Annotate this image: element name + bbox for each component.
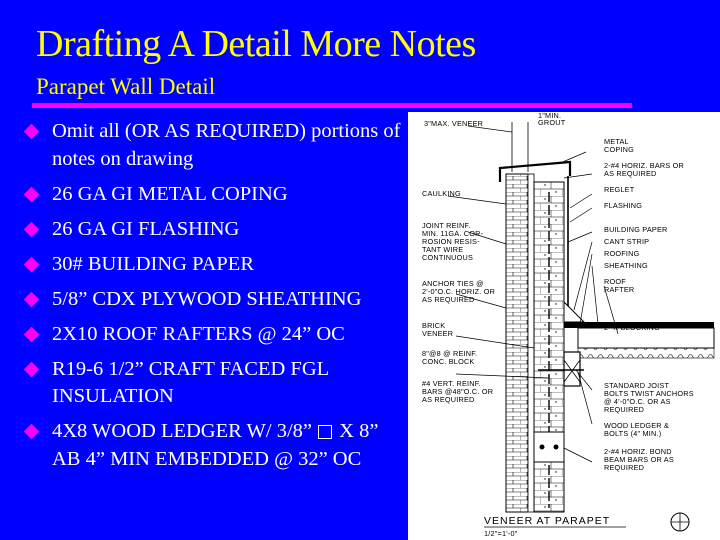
bullet-item (24, 251, 404, 279)
label-rafter: RAFTER (604, 285, 635, 294)
label-bond-3: REQUIRED (604, 463, 645, 472)
drawing-caption: VENEER AT PARAPET (484, 515, 611, 527)
bullet-text: 30# BUILDING PAPER (52, 252, 254, 275)
label-veneer: VENEER (422, 329, 454, 338)
bullet-item (24, 118, 404, 173)
bullet-item (24, 286, 404, 314)
bullet-text: 26 GA GI METAL COPING (52, 182, 288, 205)
label-vert-2: BARS @48"O.C. OR (422, 387, 494, 396)
diamond-bullet-icon (24, 291, 40, 307)
label-joint-5: CONTINUOUS (422, 253, 474, 262)
label-metal-coping: METAL (604, 137, 629, 146)
label-bars-2: AS REQUIRED (604, 169, 657, 178)
label-anchor-1: ANCHOR TIES @ (422, 279, 484, 288)
label-ledger-1: WOOD LEDGER & (604, 421, 670, 430)
label-roofing: ROOFING (604, 249, 640, 258)
bullet-item (24, 181, 404, 209)
label-joint-3: ROSION RESIS- (422, 237, 480, 246)
label-bond-2: BEAM BARS OR AS (604, 455, 674, 464)
label-blocking: 2" X BLOCKING (604, 323, 660, 332)
title-divider (32, 103, 632, 108)
label-min: 1"MIN. (538, 112, 562, 120)
bullet-item (24, 356, 404, 411)
section-marker-icon (671, 513, 689, 531)
bullet-text: 26 GA GI FLASHING (52, 217, 240, 240)
label-building-paper: BUILDING PAPER (604, 225, 668, 234)
label-sheathing: SHEATHING (604, 261, 648, 270)
diamond-bullet-icon (24, 326, 40, 342)
diamond-bullet-icon (24, 186, 40, 202)
label-vert-3: AS REQUIRED (422, 395, 475, 404)
label-standard-2: BOLTS TWIST ANCHORS (604, 389, 694, 398)
brick-veneer-hatch (506, 174, 528, 512)
label-joint-4: TANT WIRE (422, 245, 464, 254)
label-metal-coping-2: COPING (604, 145, 634, 154)
bond-beam (534, 432, 564, 462)
bullet-text: 2X10 ROOF RAFTERS @ 24” OC (52, 322, 345, 345)
diamond-bullet-icon (24, 424, 40, 440)
bullet-text: Omit all (OR AS REQUIRED) portions of notes on drawing (52, 120, 401, 170)
wood-ledger (564, 352, 580, 386)
parapet-detail-svg (408, 112, 720, 540)
drawing-scale: 1/2"=1'-0" (484, 529, 518, 538)
label-grout: GROUT (538, 118, 566, 127)
diamond-bullet-icon (24, 361, 40, 377)
label-ledger-2: BOLTS (4" MIN.) (604, 429, 662, 438)
grout-space (528, 174, 534, 512)
slide-title: Drafting A Detail More Notes (36, 23, 476, 65)
bullet-item (24, 418, 404, 473)
label-reglet: REGLET (604, 185, 635, 194)
label-standard-3: @ 4'-0"O.C. OR AS (604, 397, 671, 406)
label-brick: BRICK (422, 321, 446, 330)
bullet-text-continued: X 8” AB 4” MIN EMBEDDED @ 32” OC (52, 420, 379, 470)
label-standard-4: REQUIRED (604, 405, 645, 414)
label-roof: ROOF (604, 277, 626, 286)
label-anchor-3: AS REQUIRED (422, 295, 475, 304)
roof-insulation (578, 348, 714, 358)
bullet-text: R19-6 1/2” CRAFT FACED FGL INSULATION (52, 357, 329, 407)
checkbox-glyph-icon (318, 425, 332, 439)
notes-bullet-list (24, 118, 404, 481)
label-conc-1: 8"@8 @ REINF. (422, 349, 478, 358)
label-caulking: CAULKING (422, 189, 461, 198)
label-flashing: FLASHING (604, 201, 643, 210)
label-bond-1: 2-#4 HORIZ. BOND (604, 447, 672, 456)
diamond-bullet-icon (24, 124, 40, 140)
label-anchor-2: 2'-0"O.C. HORIZ. OR (422, 287, 496, 296)
label-conc-2: CONC. BLOCK (422, 357, 475, 366)
diamond-bullet-icon (24, 256, 40, 272)
diamond-bullet-icon (24, 221, 40, 237)
label-vert-1: #4 VERT. REINF. (422, 379, 481, 388)
label-bars: 2-#4 HORIZ. BARS OR (604, 161, 685, 170)
parapet-detail-drawing (408, 112, 720, 540)
bullet-item (24, 216, 404, 244)
bullet-text: 4X8 WOOD LEDGER W/ 3/8” (52, 420, 313, 442)
label-standard-1: STANDARD JOIST (604, 381, 670, 390)
label-cant-strip: CANT STRIP (604, 237, 650, 246)
bullet-item (24, 321, 404, 349)
label-joint-1: JOINT REINF. (422, 221, 471, 230)
label-joint-2: MIN. 11GA. COR- (422, 229, 484, 238)
slide-subtitle: Parapet Wall Detail (36, 74, 216, 99)
label-max-veneer: 3"MAX. VENEER (424, 119, 484, 128)
bullet-text: 5/8” CDX PLYWOOD SHEATHING (52, 287, 362, 310)
